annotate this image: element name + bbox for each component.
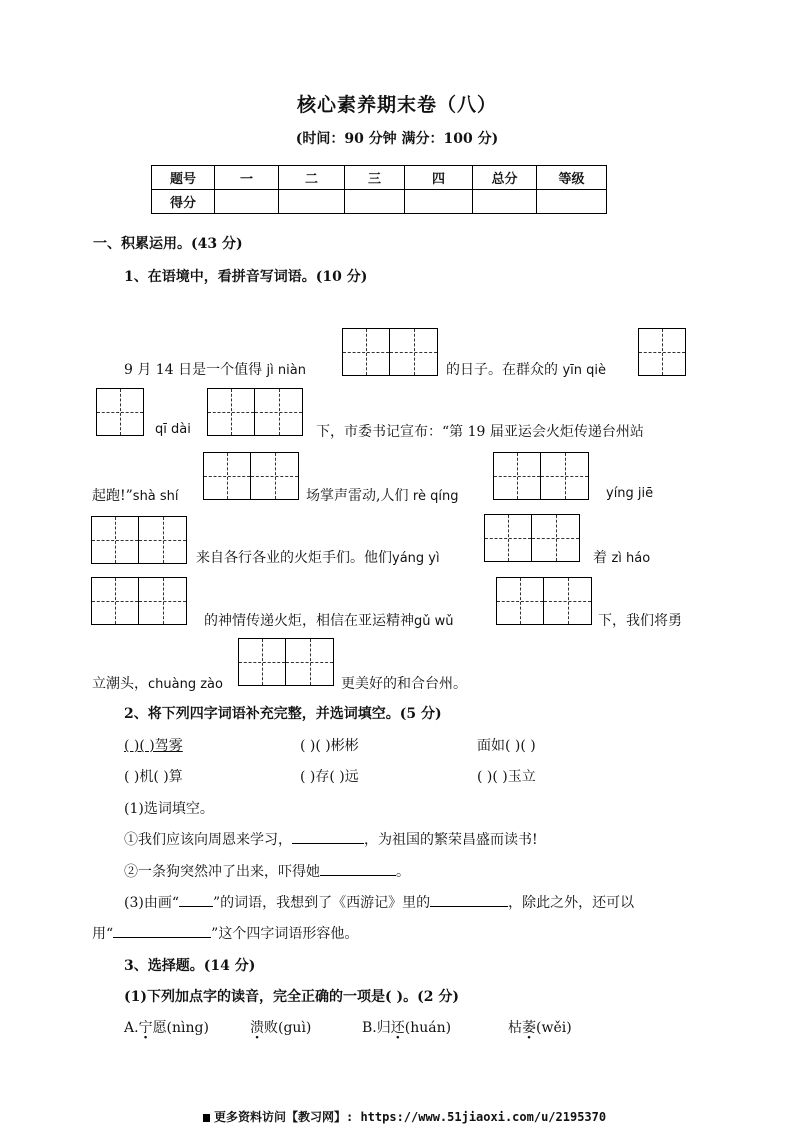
text-fragment: ①我们应该向周恩来学习， [124,832,292,848]
text-line [92,485,179,505]
text-fragment: 枯 [508,1020,522,1036]
footer-text: 更多资料访问【教习网】: https://www.51jiaoxi.com/u/2195370 [214,1110,607,1124]
text-line [204,610,454,630]
fill-sentence [124,861,410,881]
subquestion-label: (1)下列加点字的读音，完全正确的一项是( )。(2 分) [124,989,459,1005]
table-cell: 得分 [152,190,215,214]
answer-boxes-zihao[interactable] [91,577,187,625]
score-table [151,165,607,214]
text-line: 下，我们将勇 [598,613,682,629]
question-heading: 1、在语境中，看拼音写词语。(10 分) [124,269,368,285]
score-table-score-row [152,190,607,214]
choice-option-a[interactable] [124,1017,209,1037]
text-fragment: 场掌声雷动,人们 [306,488,409,504]
dotted-character: 溃 [250,1020,264,1036]
score-entry[interactable] [279,190,345,214]
subquestion-label: (1)选词填空。 [124,801,214,817]
answer-boxes-chuangzao[interactable] [238,638,334,686]
pinyin-label: yīn qiè [562,363,606,378]
pinyin-label: rè qíng [412,489,459,504]
text-fragment: ，除此之外，还可以 [508,895,635,911]
idiom-item: ( )( )玉立 [477,769,536,785]
character-box[interactable] [638,328,686,376]
score-entry[interactable] [215,190,279,214]
text-fragment: ，为祖国的繁荣昌盛而读书! [364,832,538,848]
character-box[interactable] [91,516,139,564]
fill-sentence [124,829,538,849]
character-box[interactable] [541,452,589,500]
section-heading: 一、积累运用。(43 分) [93,236,243,252]
table-cell: 二 [279,166,345,190]
choice-option-b-word2 [508,1017,572,1037]
text-fragment: 9 月 14 日是一个值得 [124,362,263,378]
text-fragment: 着 [593,550,607,566]
text-line [593,547,650,567]
character-box[interactable] [496,577,544,625]
text-fragment: ”的词语，我想到了《西游记》里的 [213,895,431,911]
text-fragment: ②一条狗突然冲了出来，吓得她 [124,864,320,880]
option-letter: B.归 [362,1020,391,1036]
pinyin-label: gǔ wǔ [414,614,454,629]
character-box[interactable] [139,516,187,564]
option-letter: A. [124,1020,139,1036]
character-box[interactable] [91,577,139,625]
text-fragment: 起跑!” [92,488,133,504]
text-fragment: 。 [396,864,410,880]
choice-option-b[interactable] [362,1017,451,1037]
fill-sentence [92,923,358,943]
pinyin-label: jì niàn [266,363,306,378]
character-box[interactable] [390,328,438,376]
text-fragment: 的神情传递火炬，相信在亚运精神 [204,613,414,629]
text-line [196,547,440,567]
footer-link[interactable] [203,1108,606,1125]
table-cell: 总分 [473,166,537,190]
character-box[interactable] [238,638,286,686]
text-line [92,673,223,693]
text-line: 更美好的和合台州。 [341,676,467,692]
text-fragment: 愿(nìng) [152,1020,209,1036]
table-cell: 一 [215,166,279,190]
character-box[interactable] [493,452,541,500]
text-line: 下，市委书记宣布：“第 19 届亚运会火炬传递台州站 [316,424,644,440]
text-fragment: ”这个四字词语形容他。 [211,926,359,942]
idiom-item: ( )机( )算 [124,769,183,785]
character-box[interactable] [203,452,251,500]
character-box[interactable] [532,514,580,562]
text-line [124,359,306,379]
pinyin-label: yíng jiē [606,486,654,501]
score-entry[interactable] [473,190,537,214]
text-line [306,485,458,505]
answer-boxes-yinqie-cont[interactable] [96,388,144,436]
character-box[interactable] [251,452,299,500]
character-box[interactable] [207,388,255,436]
text-fragment: (wěi) [536,1020,572,1036]
text-fragment: (huán) [404,1020,452,1036]
character-box[interactable] [484,514,532,562]
text-fragment: 的日子。在群众的 [446,362,558,378]
pinyin-label: qī dài [155,422,191,437]
answer-blank[interactable] [320,875,396,876]
question-heading: 3、选择题。(14 分) [124,958,256,974]
answer-boxes-yinqie[interactable] [638,328,686,376]
text-fragment: 败(guì) [264,1020,312,1036]
score-entry[interactable] [405,190,473,214]
score-entry[interactable] [345,190,405,214]
character-box[interactable] [342,328,390,376]
score-entry[interactable] [537,190,607,214]
answer-blank[interactable] [113,937,211,938]
question-heading: 2、将下列四字词语补充完整，并选词填空。(5 分) [124,706,442,722]
text-fragment: 来自各行各业的火炬手们。他们 [196,550,392,566]
dotted-character: 还 [390,1020,405,1036]
page-title: 核心素养期末卷（八） [296,94,497,116]
fill-sentence [124,892,634,912]
character-box[interactable] [96,388,144,436]
idiom-item: 面如( )( ) [477,738,536,754]
table-cell: 等级 [537,166,607,190]
flag-icon [203,1114,210,1122]
text-line [446,359,606,379]
table-cell: 三 [345,166,405,190]
idiom-item: ( )( )驾雾 [124,738,183,754]
dotted-character: 宁 [138,1020,153,1036]
answer-boxes-yingjie[interactable] [91,516,187,564]
answer-boxes-jinian[interactable] [342,328,438,376]
character-box[interactable] [255,388,303,436]
answer-boxes-qidai[interactable] [207,388,303,436]
idiom-item: ( )存( )远 [300,769,359,785]
text-fragment: (3)由画“ [124,895,179,911]
answer-blank[interactable] [430,906,508,907]
character-box[interactable] [139,577,187,625]
pinyin-label: zì háo [611,551,651,566]
character-box[interactable] [286,638,334,686]
text-fragment: 立潮头， [92,676,148,692]
table-cell: 四 [405,166,473,190]
exam-meta: (时间：90 分钟 满分：100 分) [295,131,499,147]
answer-boxes-reqing[interactable] [493,452,589,500]
answer-boxes-yangyi[interactable] [484,514,580,562]
score-table-header-row [152,166,607,190]
answer-blank[interactable] [179,906,213,907]
table-cell: 题号 [152,166,215,190]
pinyin-label: shà shí [132,489,179,504]
answer-blank[interactable] [292,843,364,844]
character-box[interactable] [544,577,592,625]
pinyin-label: chuàng zào [148,677,223,692]
choice-option-a-word2 [250,1017,311,1037]
pinyin-label: yáng yì [392,551,440,566]
answer-boxes-shashi[interactable] [203,452,299,500]
dotted-character: 萎 [522,1020,536,1036]
text-fragment: 用“ [92,926,114,942]
idiom-item: ( )( )彬彬 [300,738,359,754]
answer-boxes-guwu[interactable] [496,577,592,625]
